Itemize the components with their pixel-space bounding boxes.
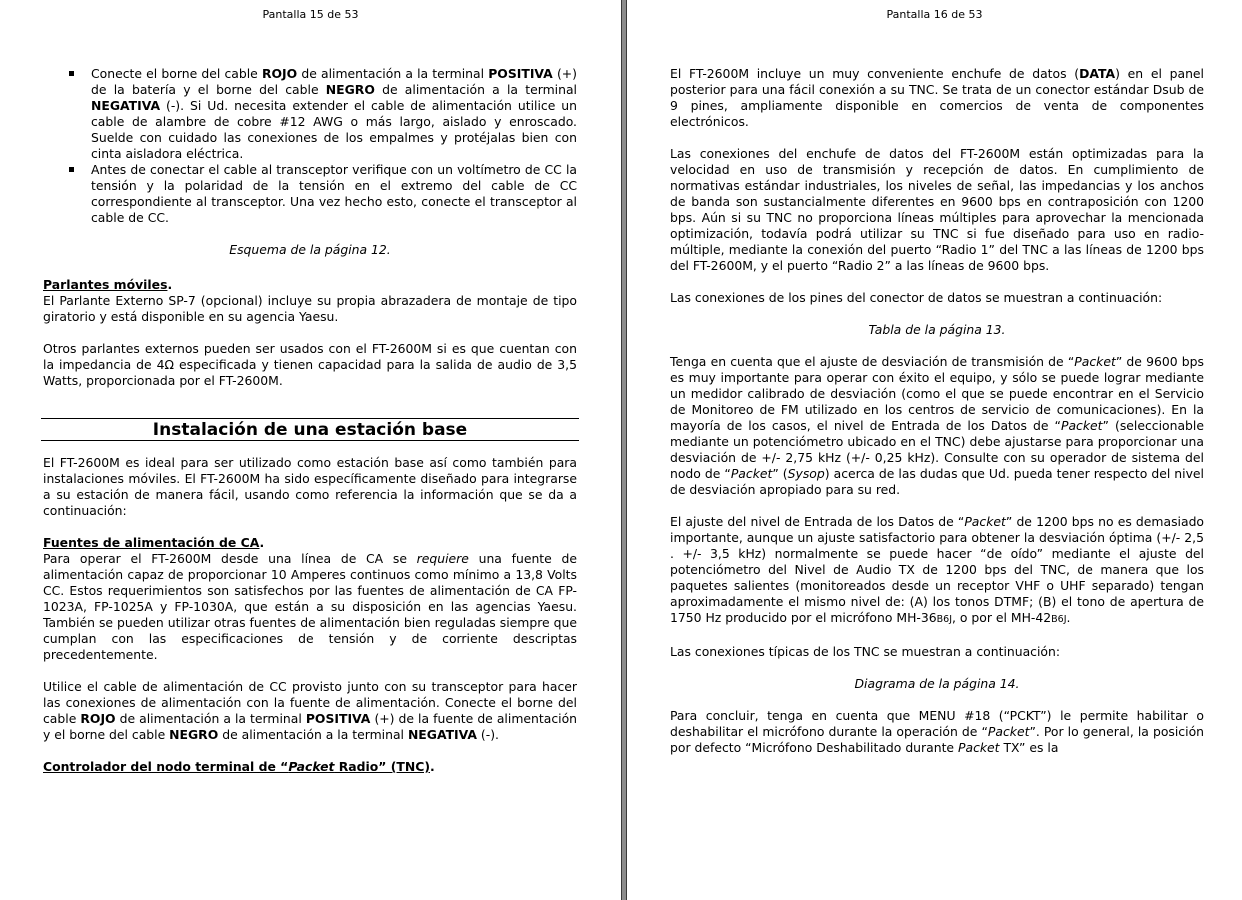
text-run: Controlador del nodo terminal de “	[43, 759, 289, 774]
paragraph: El FT-2600M es ideal para ser utilizado como estación base así como también para instalaciones móviles. El FT-2600M ha sido específicamente diseñado para integrarse a su estación de manera fácil, usando como referencia la información que se da a continuación:	[43, 455, 577, 518]
paragraph: Las conexiones del enchufe de datos del FT-2600M están optimizadas para la velocidad en uso de transmisión y recepción de datos. En cumplimiento de normativas estándar industriales, los niveles de señal, las impedancias y los anchos de banda son sustancialmente diferentes en 9600 bps en contraposición con 1200 bps. Aún si su TNC no proporciona líneas múltiples para aprovechar la mencionada optimización, todavía podrá utilizar su TNC si fue diseñado para uso en radio-múltiple, mediante la conexión del puerto “Radio 1” del TNC a las líneas de 1200 bps del FT-2600M, y el puerto “Radio 2” a las líneas de 9600 bps.	[670, 146, 1204, 273]
paragraph	[43, 551, 577, 663]
section-title-tnc	[43, 759, 430, 774]
italic-run: Packet	[958, 740, 1000, 755]
speakers-section: Parlantes móviles.	[43, 277, 173, 292]
text-run: El FT-2600M incluye un muy conveniente enchufe de datos (	[670, 66, 1080, 81]
text-run: de alimentación a la terminal	[297, 66, 489, 81]
text-run: ”. Por lo general, la posición por defecto “Micrófono Deshabilitado durante	[670, 724, 1204, 755]
paragraph: El Parlante Externo SP-7 (opcional) incluye su propia abrazadera de montaje de tipo giratorio y está disponible en su agencia Yaesu.	[43, 293, 577, 324]
bold-run: ROJO	[261, 66, 298, 81]
page-header-left: Pantalla 15 de 53	[262, 8, 359, 21]
paragraph	[43, 679, 577, 743]
text-run: (+) de la fuente de alimentación y el borne del cable	[43, 711, 578, 742]
section-title-speakers: Parlantes móviles	[43, 277, 168, 292]
figure-caption: Esquema de la página 12.	[229, 242, 391, 257]
text-run: ” (	[772, 466, 788, 481]
text-run: (+) de la batería y el borne del cable	[91, 66, 577, 97]
text-run: ) acerca de las dudas que Ud. pueda tener respecto del nivel de desviación apropiado para su red.	[670, 466, 1204, 497]
text-run: El ajuste del nivel de Entrada de los Datos de “	[670, 514, 965, 529]
text-run: (-).	[476, 727, 499, 742]
text-run: de alimentación a la terminal	[115, 711, 306, 726]
text-run: ” (seleccionable mediante un potenciómetro ubicado en el TNC) debe ajustarse para proporcionar una desviación de +/- 2,75 kHz (+/- 0,25 kHz). Consulte con su operador de sistema del nodo de “	[670, 418, 1204, 481]
figure-caption: Diagrama de la página 14.	[854, 676, 1020, 691]
italic-run: Packet	[730, 466, 773, 481]
italic-run: Packet	[288, 759, 335, 774]
section-title-power: Fuentes de alimentación de CA	[43, 535, 260, 550]
bold-run: NEGRO	[325, 82, 375, 97]
left-page-content	[43, 66, 577, 775]
text-run: Para concluir, tenga en cuenta que MENU #18 (“PCKT”) le permite habilitar o deshabilitar el micrófono durante la operación de “	[670, 708, 1204, 739]
italic-run: Sysop	[787, 466, 825, 481]
text-run: Utilice el cable de alimentación de CC provisto junto con su transceptor para hacer las conexiones de alimentación con la fuente de alimentación. Conecte el borne del cable	[43, 679, 577, 726]
bullet-item-verify-polarity	[43, 162, 577, 226]
italic-run: Packet	[964, 514, 1006, 529]
figure-caption: Tabla de la página 13.	[868, 322, 1006, 337]
italic-run: Packet	[987, 724, 1030, 739]
bold-run: POSITIVA	[305, 711, 371, 726]
text-run: Radio” (TNC)	[334, 759, 430, 774]
text-run: ” de 1200 bps no es demasiado importante, aunque un ajuste satisfactorio para obtener la desviación óptima (+/- 2,5 . +/- 3,5 kHz) normalmente se puede hacer “de oído” mediante el ajuste del potenciómetro del Nivel de Audio TX de 1200 bps del TNC, de manera que los paquetes salientes (monitoreados desde un receptor VHF o UHF separado) tengan aproximadamente el mismo nivel de: (A) los tonos DTMF; (B) el tono de apertura de 1750 Hz producido por el micrófono MH-36	[670, 514, 1205, 625]
text-run: .	[1066, 610, 1071, 625]
text-run: Tenga en cuenta que el ajuste de desviación de transmisión de “	[670, 354, 1075, 369]
bold-run: DATA	[1079, 66, 1116, 81]
paragraph	[670, 66, 1204, 130]
text-run: ” de 9600 bps es muy importante para operar con éxito el equipo, y sólo se puede lograr mediante un medidor calibrado de desviación (como el que se puede encontrar en el Servicio de Monitoreo de FM utilizado en los centros de servicio de comunicaciones). En la mayoría de los casos, el nivel de Entrada de los Datos de “	[670, 354, 1204, 433]
right-page-content	[670, 66, 1204, 772]
paragraph	[670, 514, 1204, 628]
bullet-list	[43, 66, 577, 226]
paragraph	[670, 354, 1204, 498]
bold-run: NEGATIVA	[91, 98, 161, 113]
paragraph: Otros parlantes externos pueden ser usados con el FT-2600M si es que cuentan con la impedancia de 4Ω especificada y tienen capacidad para la salida de audio de 3,5 Watts, proporcionada por el FT-2600M.	[43, 341, 577, 388]
bullet-item-connect-power	[43, 66, 577, 162]
italic-run: Packet	[1060, 418, 1103, 433]
text-run: Para operar el FT-2600M desde una línea de CA se	[43, 551, 417, 566]
bold-run: POSITIVA	[488, 66, 553, 81]
text-run: ) en el panel posterior para una fácil conexión a su TNC. Se trata de un conector estándar Dsub de 9 pines, ampliamente disponible en comercios de venta de componentes electrónicos.	[670, 66, 1205, 129]
section-heading-base-station: Instalación de una estación base	[41, 418, 579, 441]
text-run: (-). Si Ud. necesita extender el cable de alimentación utilice un cable de alambre de cobre #12 AWG o más largo, aislado y enroscado. Suelde con cuidado las conexiones de los empalmes y protéjalas bien con cinta aisladora eléctrica.	[91, 98, 577, 161]
text-run: una fuente de alimentación capaz de proporcionar 10 Amperes continuos como mínimo a 13,8 Volts CC. Estos requerimientos son satisfechos por las fuentes de alimentación de CA FP-1023A, FP-1025A y FP-1030A, que están a su disposición en las agencias Yaesu. También se pueden utilizar otras fuentes de alimentación bien reguladas siempre que cumplan con las especificaciones de tensión y de corriente descriptas precedentemente.	[43, 551, 577, 662]
text-run: de alimentación a la terminal	[218, 727, 408, 742]
text-run: Conecte el borne del cable	[91, 66, 262, 81]
bold-run: NEGRO	[169, 727, 219, 742]
italic-run: requiere	[416, 551, 469, 566]
page-header-right: Pantalla 16 de 53	[886, 8, 983, 21]
small-caps-run: B6J	[936, 614, 953, 625]
paragraph: Las conexiones típicas de los TNC se muestran a continuación:	[670, 644, 1061, 659]
power-section: Fuentes de alimentación de CA.	[43, 535, 265, 550]
text-run: Antes de conectar el cable al transceptor verifique con un voltímetro de CC la tensión y la polaridad de la tensión en el extremo del cable de CC correspondiente al transceptor. Una vez hecho esto, conecte el transceptor al cable de CC.	[91, 162, 577, 225]
paragraph: Las conexiones de los pines del conector de datos se muestran a continuación:	[670, 290, 1163, 305]
bold-run: ROJO	[80, 711, 116, 726]
text-run: , o por el MH-42	[952, 610, 1052, 625]
text-run: de alimentación a la terminal	[374, 82, 577, 97]
bold-run: NEGATIVA	[407, 727, 477, 742]
tnc-section: Controlador del nodo terminal de “Packet Radio” (TNC).	[43, 759, 435, 774]
right-page	[627, 0, 1242, 900]
paragraph	[670, 708, 1204, 756]
italic-run: Packet	[1074, 354, 1116, 369]
small-caps-run: B6J	[1051, 614, 1067, 625]
text-run: TX” es la	[999, 740, 1059, 755]
